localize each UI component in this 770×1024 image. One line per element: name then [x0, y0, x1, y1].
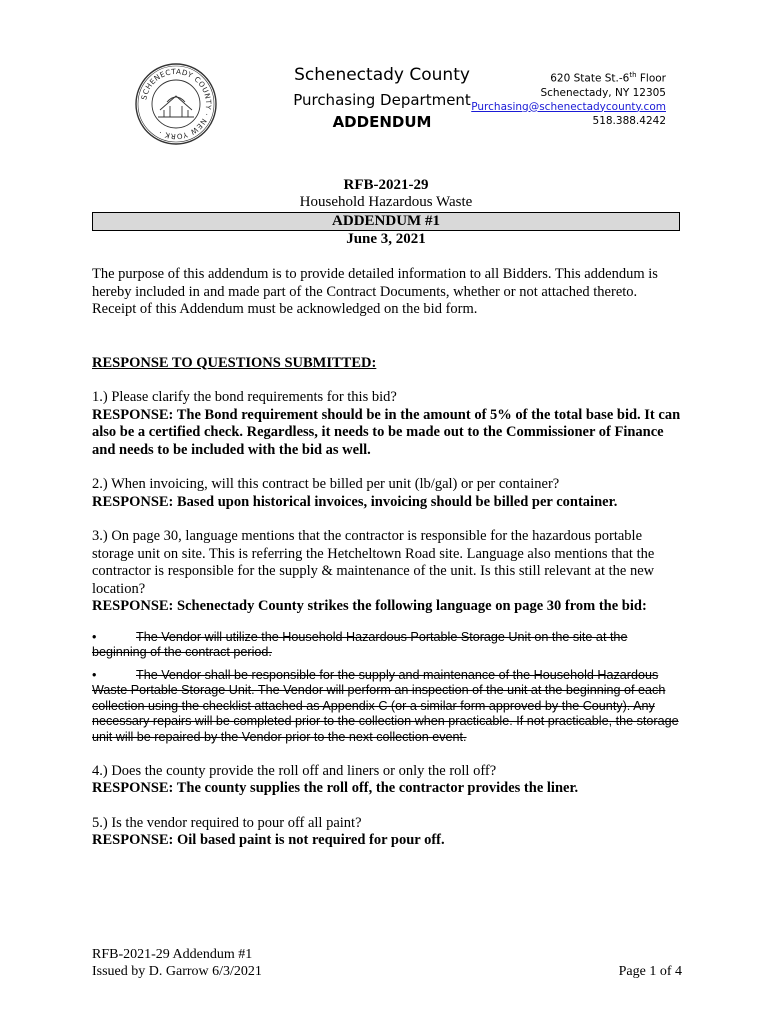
county-seal-logo	[134, 62, 218, 146]
email-link[interactable]: Purchasing@schenectadycounty.com	[471, 100, 666, 113]
section-heading: RESPONSE TO QUESTIONS SUBMITTED:	[92, 354, 377, 371]
department-name: Purchasing Department	[293, 91, 471, 109]
question-4: 4.) Does the county provide the roll off and liners or only the roll off?	[92, 762, 497, 779]
svg-text:SCHENECTADY COUNTY · NEW YORK	[139, 67, 213, 141]
address-line-1	[446, 68, 666, 86]
footer-document-id: RFB-2021-29 Addendum #1	[92, 947, 253, 962]
question-2: 2.) When invoicing, will this contract be billed per unit (lb/gal) or per container?	[92, 476, 560, 492]
struck-clause-2	[92, 668, 682, 746]
struck-clause-1-text: The Vendor will utilize the Household Hazardous Portable Storage Unit on the site at the beginning of the contract period.	[92, 629, 628, 660]
bullet-icon: •	[92, 667, 97, 682]
document-body	[92, 266, 682, 850]
contact-block	[446, 68, 666, 128]
bullet-icon: •	[92, 629, 97, 644]
struck-clause-1	[92, 630, 682, 661]
phone-number: 518.388.4242	[592, 114, 666, 127]
response-4: RESPONSE: The county supplies the roll off, the contractor provides the liner.	[92, 780, 579, 797]
project-name: Household Hazardous Waste	[299, 194, 473, 210]
address-floor: Floor	[636, 72, 666, 85]
addendum-date: June 3, 2021	[346, 231, 426, 247]
question-5: 5.) Is the vendor required to pour off all paint?	[92, 814, 362, 831]
county-name: Schenectady County	[294, 65, 470, 85]
response-2: RESPONSE: Based upon historical invoices, invoicing should be billed per container.	[92, 493, 618, 510]
question-3: 3.) On page 30, language mentions that the contractor is responsible for the hazardous portable storage unit on site. This is referring the Hetcheltown Road site. Language also mentions that the contractor is responsible for the supply & maintenance of the unit. Is this still relevant at the new location?	[92, 528, 655, 597]
addendum-number-box: ADDENDUM #1	[92, 212, 680, 231]
seal-text: SCHENECTADY COUNTY · NEW YORK ·	[139, 66, 214, 142]
question-1: 1.) Please clarify the bond requirements for this bid?	[92, 389, 397, 405]
footer-issued-by: Issued by D. Garrow 6/3/2021	[92, 964, 262, 979]
rfb-number: RFB-2021-29	[343, 177, 429, 193]
title-block	[92, 177, 680, 248]
document-type: ADDENDUM	[332, 113, 432, 131]
response-5: RESPONSE: Oil based paint is not required for pour off.	[92, 832, 445, 849]
page-footer	[92, 946, 682, 980]
response-3: RESPONSE: Schenectady County strikes the following language on page 30 from the bid:	[92, 598, 647, 614]
struck-clause-2-text: The Vendor shall be responsible for the supply and maintenance of the Household Hazardous Waste Portable Storage Unit. The Vendor will perform an inspection of the unit at the beginning of each collection using the checklist attached as Appendix C (or a similar form approved by the County). Any necessary repairs will be completed prior to the collection when practicable. If not practicable, the storage unit will be repaired by the Vendor prior to the next collection event.	[92, 667, 679, 745]
response-1: RESPONSE: The Bond requirement should be in the amount of 5% of the total base bid. It can also be a certified check. Regardless, it needs to be made out to the Commissioner of Finance and needs to be included with the bid as well.	[92, 406, 681, 458]
address-line-2: Schenectady, NY 12305	[540, 86, 666, 99]
address-ordinal: th	[629, 71, 637, 79]
address-street: 620 State St.-6	[550, 72, 630, 85]
page-number: Page 1 of 4	[618, 964, 682, 979]
intro-paragraph: The purpose of this addendum is to provide detailed information to all Bidders. This addendum is hereby included in and made part of the Contract Documents, whether or not attached thereto. Receipt of this Addendum must be acknowledged on the bid form.	[92, 266, 658, 317]
